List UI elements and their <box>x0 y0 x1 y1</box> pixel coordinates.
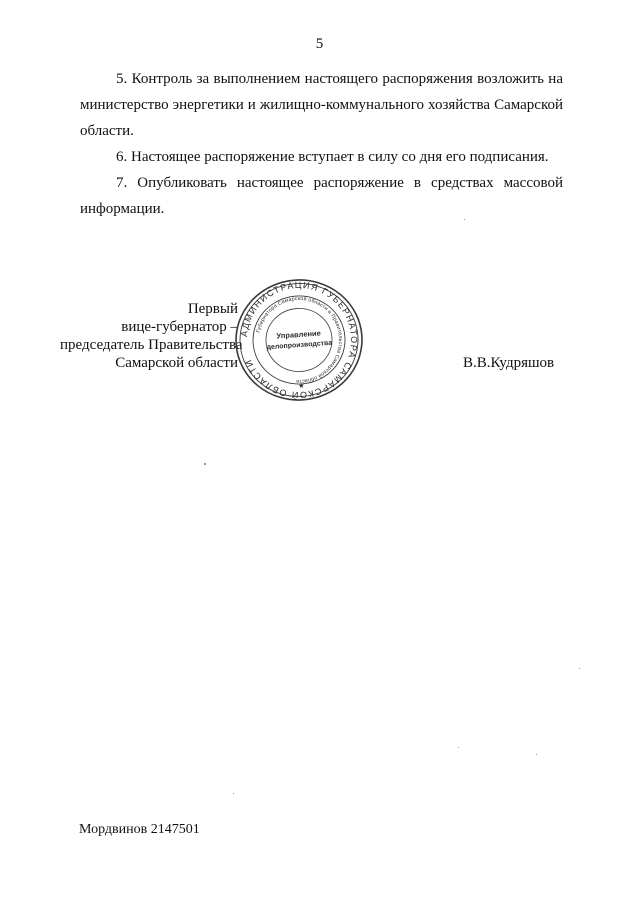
executor-contact: Мордвинов 2147501 <box>79 822 200 837</box>
seal-graphic <box>232 277 366 404</box>
scan-speck <box>204 463 206 465</box>
page-number: 5 <box>315 36 324 52</box>
signatory-position <box>60 300 243 372</box>
document-body <box>80 66 563 222</box>
paragraph-6: 6. Настоящее распоряжение вступает в силу со дня его подписания. <box>116 149 549 165</box>
paragraph-5: 5. Контроль за выполнением настоящего распоряжения возложить на министерство энергетики и жилищно-коммунального хозяйства Самарской области. <box>80 71 563 139</box>
signatory-position-line: председатель Правительства <box>60 337 243 353</box>
paragraph-7: 7. Опубликовать настоящее распоряжение в средствах массовой информации. <box>80 175 563 217</box>
seal-center-line: делопроизводства <box>266 339 333 352</box>
seal-inner-text: Губернатора Самарской области и Правительства Самарской области <box>255 295 344 385</box>
scan-speck <box>579 668 580 669</box>
signatory-name: В.В.Кудряшов <box>463 355 555 371</box>
signatory-position-line: вице-губернатор – <box>121 319 238 335</box>
scan-speck <box>233 793 234 794</box>
signatory-position-line: Самарской области <box>115 355 238 371</box>
seal-center-line: Управление <box>276 328 322 341</box>
seal-outer-text: АДМИНИСТРАЦИЯ ГУБЕРНАТОРА САМАРСКОЙ ОБЛАСТИ <box>239 279 360 401</box>
scan-speck <box>458 747 459 748</box>
signatory-position-line: Первый <box>187 301 238 317</box>
scan-speck <box>464 219 465 220</box>
scan-speck <box>536 754 537 755</box>
star-icon: ★ <box>298 382 305 391</box>
official-seal-stamp <box>232 277 366 404</box>
